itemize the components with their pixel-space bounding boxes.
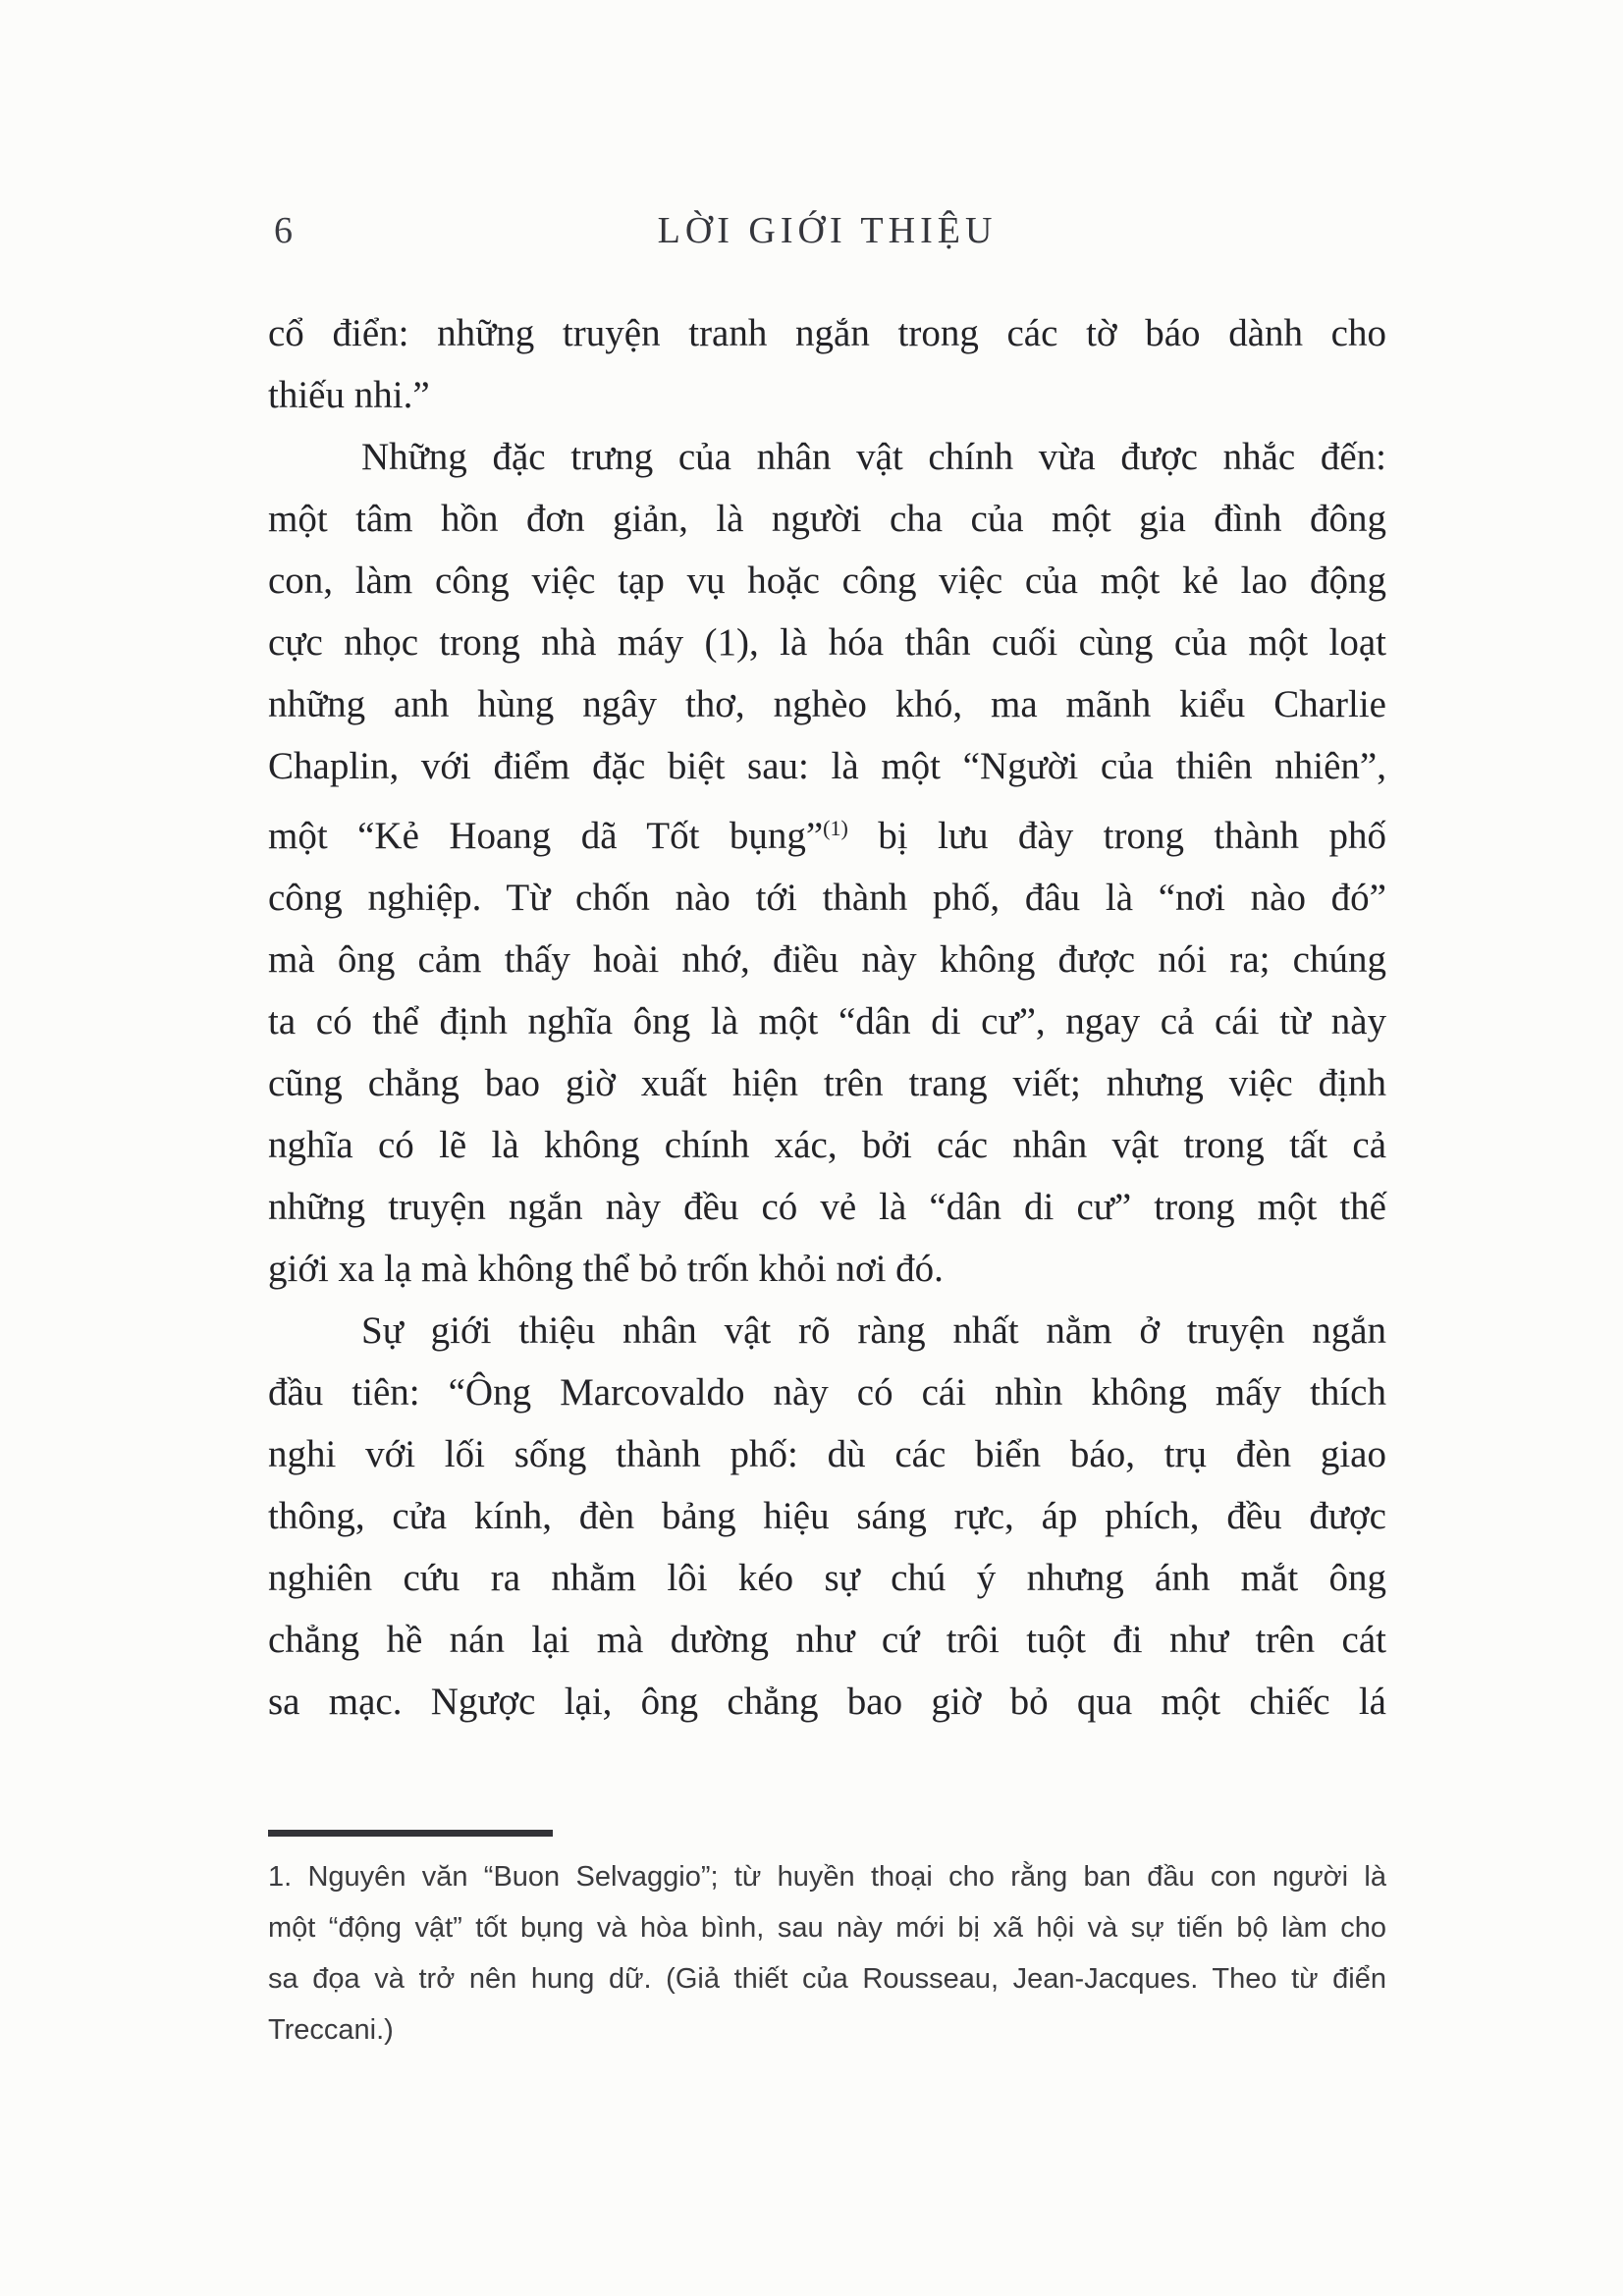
body-text-line [268,426,1386,488]
footnote-reference: (1) [823,816,848,840]
text-segment: Sự giới thiệu nhân vật rõ ràng nhất nằm ở truyện ngắn [361,1309,1386,1352]
body-text-line [268,302,1386,364]
text-segment: ta có thể định nghĩa ông là một “dân di cư”, ngay cả cái từ này [268,1000,1386,1042]
text-segment: thông, cửa kính, đèn bảng hiệu sáng rực, áp phích, đều được [268,1495,1386,1537]
paragraph [268,426,1386,1300]
body-text-line [268,1423,1386,1485]
body-text-line [268,1547,1386,1609]
chapter-title: LỜI GIỚI THIỆU [657,210,998,251]
body-text-line [268,488,1386,550]
text-segment: cổ điển: những truyện tranh ngắn trong các tờ báo dành cho [268,312,1386,354]
text-segment: sa mạc. Ngược lại, ông chẳng bao giờ bỏ qua một chiếc lá [268,1681,1386,1723]
footnote-line [268,1902,1386,1953]
text-segment: đầu tiên: “Ông Marcovaldo này có cái nhìn không mấy thích [268,1371,1386,1414]
text-segment: giới xa lạ mà không thể bỏ trốn khỏi nơi đó. [268,1248,944,1290]
text-segment: bị lưu đày trong thành phố [847,815,1386,857]
text-segment: nghi với lối sống thành phố: dù các biển báo, trụ đèn giao [268,1433,1386,1475]
text-segment: những truyện ngắn này đều có vẻ là “dân di cư” trong một thế [268,1186,1386,1228]
text-segment: con, làm công việc tạp vụ hoặc công việc của một kẻ lao động [268,560,1386,602]
text-segment: sa đọa và trở nên hung dữ. (Giả thiết của Rousseau, Jean-Jacques. Theo từ điển [268,1963,1386,1995]
text-segment: mà ông cảm thấy hoài nhớ, điều này không được nói ra; chúng [268,938,1386,981]
body-text-line [268,1485,1386,1547]
text-segment: công nghiệp. Từ chốn nào tới thành phố, đâu là “nơi nào đó” [268,877,1386,919]
body-text-line [268,929,1386,990]
body-text-line [268,1300,1386,1362]
running-header [268,209,1386,256]
text-segment: một tâm hồn đơn giản, là người cha của một gia đình đông [268,498,1386,540]
footnote-line [268,2004,1386,2056]
body-text-line [268,1176,1386,1238]
footnote-line [268,1851,1386,1902]
body-text-line [268,673,1386,735]
footnote-line [268,1953,1386,2004]
text-segment: 1. Nguyên văn “Buon Selvaggio”; từ huyền thoại cho rằng ban đầu con người là [268,1861,1386,1893]
page-number: 6 [274,210,293,251]
text-segment: một “động vật” tốt bụng và hòa bình, sau này mới bị xã hội và sự tiến bộ làm cho [268,1912,1386,1944]
body-text-line [268,1609,1386,1671]
body-text-line [268,1052,1386,1114]
text-segment: thiếu nhi.” [268,374,430,416]
body-text-line [268,735,1386,797]
text-segment: Những đặc trưng của nhân vật chính vừa được nhắc đến: [361,436,1386,478]
body-text-line [268,1671,1386,1733]
body-text-line [268,1238,1386,1300]
body-text [268,302,1386,1733]
body-text-line [268,1114,1386,1176]
body-text-line [268,612,1386,673]
body-text-line [268,990,1386,1052]
body-text-line [268,1362,1386,1423]
paragraph [268,1300,1386,1733]
body-text-line [268,867,1386,929]
text-segment: nghiên cứu ra nhằm lôi kéo sự chú ý nhưng ánh mắt ông [268,1557,1386,1599]
text-segment: những anh hùng ngây thơ, nghèo khó, ma mãnh kiểu Charlie [268,683,1386,725]
body-text-line [268,364,1386,426]
text-segment: chẳng hề nán lại mà dường như cứ trôi tuột đi như trên cát [268,1619,1386,1661]
body-text-line [268,550,1386,612]
text-segment: cực nhọc trong nhà máy (1), là hóa thân cuối cùng của một loạt [268,621,1386,664]
footnote-separator [268,1830,553,1837]
text-segment: cũng chẳng bao giờ xuất hiện trên trang viết; nhưng việc định [268,1062,1386,1104]
footnote [268,1851,1386,2056]
text-segment: Treccani.) [268,2014,394,2046]
text-segment: một “Kẻ Hoang dã Tốt bụng” [268,815,824,857]
text-segment: Chaplin, với điểm đặc biệt sau: là một “Người của thiên nhiên”, [268,745,1386,787]
paragraph [268,302,1386,426]
body-text-line [268,797,1386,867]
text-segment: nghĩa có lẽ là không chính xác, bởi các nhân vật trong tất cả [268,1124,1386,1166]
